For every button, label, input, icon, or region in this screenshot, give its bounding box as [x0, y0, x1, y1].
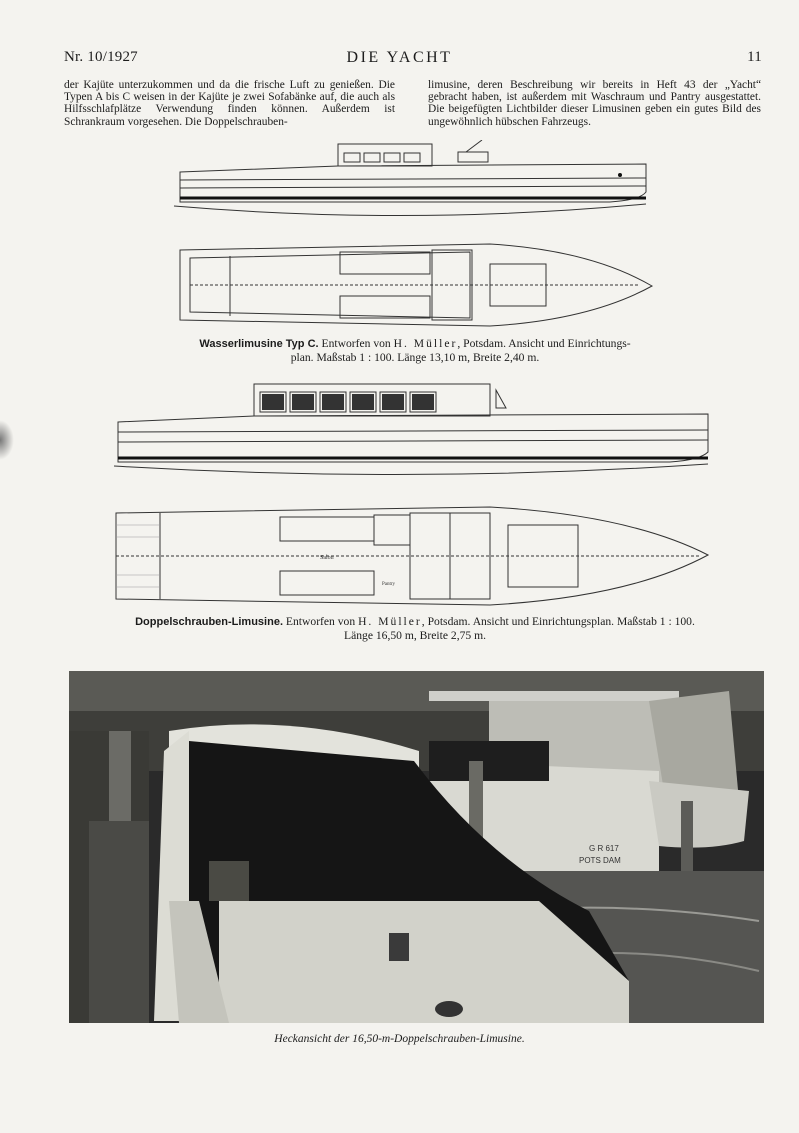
issue-number: Nr. 10/1927: [64, 49, 138, 65]
typ-c-side-elevation: [170, 140, 660, 230]
text-column-left: der Kajüte unterzukommen und da die frische Luft zu genießen. Die Typen A bis C weisen in der Kajüte je zwei Sofabänke auf, die auch als Hilfsschlafplätze Verwendung finden können. Außerdem ist Schrankraum vorgesehen. Die Doppelschrauben-: [64, 79, 395, 128]
figure1-title: Wasserlimusine Typ C.: [199, 338, 319, 350]
figure2-line2: Länge 16,50 m, Breite 2,75 m.: [344, 629, 486, 642]
photo-image: [69, 671, 764, 1023]
figure2-title: Doppelschrauben-Limusine.: [135, 616, 284, 628]
photo-caption: Heckansicht der 16,50-m-Doppelschrauben-Limusine.: [274, 1033, 525, 1045]
boat-marking-1: G R 617: [589, 844, 619, 853]
boat-marking-2: POTS DAM: [579, 856, 621, 865]
figure1-caption: [120, 337, 710, 364]
doppelschrauben-side-elevation: [110, 378, 720, 488]
figure2-designer: H. Müller: [358, 615, 422, 628]
figure1-line2: plan. Maßstab 1 : 100. Länge 13,10 m, Breite 2,40 m.: [290, 351, 540, 364]
doppelschrauben-deck-plan: [110, 505, 720, 610]
figure1-rest: , Potsdam. Ansicht und Einrichtungs-: [457, 337, 631, 350]
plan-label-pantry: Pantry: [382, 582, 396, 587]
figure2-prefix: Entworfen von: [285, 615, 356, 628]
figure1-designer: H. Müller: [393, 337, 458, 350]
figure1-prefix: Entworfen von: [321, 337, 391, 350]
paper-stain: [0, 420, 14, 460]
figure2-caption: [95, 615, 735, 642]
stern-view-photograph: [69, 671, 764, 1023]
plan-label-salon: Salon: [320, 555, 334, 561]
magazine-title: DIE YACHT: [346, 49, 453, 66]
page-number: 11: [747, 49, 762, 65]
typ-c-deck-plan: [170, 240, 660, 330]
figure2-rest: , Potsdam. Ansicht und Einrichtungsplan. Maßstab 1 : 100.: [421, 615, 695, 628]
text-column-right: limusine, deren Beschreibung wir bereits in Heft 43 der „Yacht“ gebracht haben, ist außerdem mit Waschraum und Pantry ausgestattet. Die beigefügten Lichtbilder dieser Limusinen geben ein gutes Bild des ungewöhnlich hübschen Fahrzeugs.: [428, 79, 761, 128]
